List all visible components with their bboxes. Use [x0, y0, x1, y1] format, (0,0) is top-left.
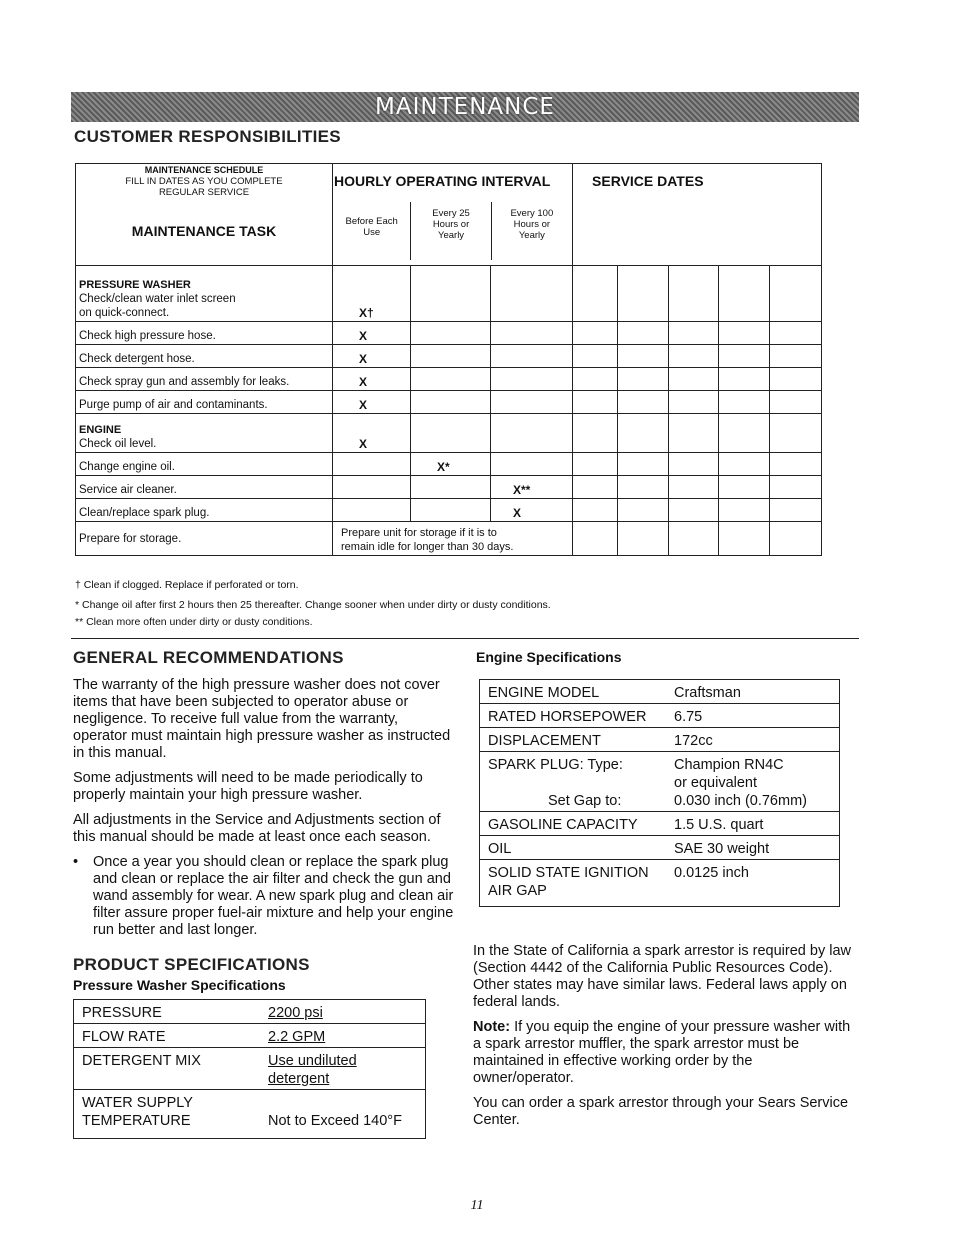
banner-title: MAINTENANCE — [375, 94, 555, 120]
table-row — [76, 522, 822, 556]
order-arrestor-paragraph: You can order a spark arrestor through your Sears Service Center. — [473, 1095, 849, 1128]
table-row — [76, 368, 822, 391]
mark-change-oil: X* — [411, 453, 491, 476]
engine-specs-table — [479, 679, 840, 907]
spec-row-water-temperature: WATER SUPPLY TEMPERATURE Not to Exceed 140°F — [82, 1095, 402, 1129]
schedule-caption-cell — [76, 164, 333, 266]
schedule-caption-title: MAINTENANCE SCHEDULE — [144, 165, 264, 175]
mark-inlet-before-use: X† — [333, 266, 411, 322]
table-row — [76, 499, 822, 522]
footnote-asterisk: * Change oil after first 2 hours then 25 thereafter. Change sooner when under dirty or dusty conditions. — [75, 599, 551, 611]
mark-air-cleaner: X** — [491, 476, 573, 499]
spec-row-pressure: PRESSURE 2200 psi — [74, 1000, 425, 1024]
engine-row-spark-plug: SPARK PLUG: Type: Set Gap to: Champion RN4C or equivalent 0.030 inch (0.76mm) — [480, 752, 839, 812]
bullet-dot-icon: • — [73, 854, 79, 870]
section-divider — [71, 638, 859, 639]
general-recommendations-body — [73, 677, 455, 939]
general-paragraph-3: All adjustments in the Service and Adjustments section of this manual should be made at least once each season. — [73, 812, 441, 845]
task-detergent-hose: Check detergent hose. — [76, 345, 333, 368]
engine-row-horsepower: RATED HORSEPOWER 6.75 — [480, 704, 839, 728]
pressure-washer-specs-table — [73, 999, 426, 1139]
california-section — [473, 943, 853, 1137]
footnote-double-asterisk: ** Clean more often under dirty or dusty conditions. — [75, 616, 313, 628]
task-purge-pump: Purge pump of air and contaminants. — [76, 391, 333, 414]
table-row — [76, 476, 822, 499]
spec-row-flow-rate: FLOW RATE 2.2 GPM — [74, 1024, 425, 1048]
schedule-caption-line1: FILL IN DATES AS YOU COMPLETE — [125, 176, 283, 187]
spec-row-detergent-mix: DETERGENT MIX Use undiluted detergent — [74, 1048, 425, 1090]
hourly-interval-header: HOURLY OPERATING INTERVAL — [334, 173, 551, 189]
col-every-100-hours: Every 100 Hours or Yearly — [510, 208, 554, 241]
table-row — [76, 414, 822, 453]
schedule-caption-line2: REGULAR SERVICE — [158, 187, 250, 198]
mark-spray-gun: X — [333, 368, 411, 391]
maintenance-banner — [71, 92, 859, 122]
task-high-pressure-hose: Check high pressure hose. — [76, 322, 333, 345]
task-spray-gun: Check spray gun and assembly for leaks. — [76, 368, 333, 391]
engine-row-oil: OIL SAE 30 weight — [480, 836, 839, 860]
task-air-cleaner: Service air cleaner. — [76, 476, 333, 499]
engine-specs-subheading: Engine Specifications — [476, 649, 622, 665]
engine-row-ignition-air-gap: SOLID STATE IGNITION AIR GAP 0.0125 inch — [488, 865, 749, 899]
engine-row-displacement: DISPLACEMENT 172cc — [480, 728, 839, 752]
mark-det-hose: X — [333, 345, 411, 368]
table-row — [76, 391, 822, 414]
maintenance-task-header: MAINTENANCE TASK — [131, 223, 277, 239]
col-before-each-use: Before Each Use — [333, 202, 411, 260]
table-row — [76, 345, 822, 368]
interval-header-cell — [333, 164, 573, 266]
engine-row-model: ENGINE MODEL Craftsman — [480, 680, 839, 704]
product-specifications-heading: PRODUCT SPECIFICATIONS — [73, 955, 310, 974]
spark-arrestor-note: Note: If you equip the engine of your pressure washer with a spark arrestor muffler, the spark arrestor must be maintained in effective working order by the owner/operator. — [473, 1019, 851, 1086]
mark-hp-hose: X — [333, 322, 411, 345]
pressure-washer-specs-subheading: Pressure Washer Specifications — [73, 977, 286, 993]
task-oil-level: ENGINE Check oil level. — [76, 414, 333, 453]
table-row — [76, 453, 822, 476]
california-paragraph: In the State of California a spark arrestor is required by law (Section 4442 of the California Public Resources Code). Other states may have similar laws. Federal laws apply on federal lands. — [473, 943, 851, 1010]
mark-purge-pump: X — [333, 391, 411, 414]
mark-oil-level: X — [333, 414, 411, 453]
general-bullet-item: • Once a year you should clean or replace the spark plug and clean or replace the air filter and check the gun and wand assembly for wear. A new spark plug and clean air filter assure proper fuel-air mixture and help your engine run better and last longer. — [73, 854, 454, 938]
table-row — [76, 322, 822, 345]
task-spark-plug: Clean/replace spark plug. — [76, 499, 333, 522]
general-paragraph-1: The warranty of the high pressure washer does not cover items that have been subjected to operator abuse or negligence. To receive full value from the warranty, operator must maintain high pressure washer as instructed in this manual. — [73, 677, 451, 761]
page-number: 11 — [470, 1198, 484, 1213]
service-dates-header: SERVICE DATES — [592, 173, 704, 189]
col-every-25-hours: Every 25 Hours or Yearly — [411, 202, 491, 260]
table-row — [76, 266, 822, 322]
general-paragraph-2: Some adjustments will need to be made periodically to properly maintain your high pressure washer. — [73, 770, 423, 803]
mark-spark-plug: X — [491, 499, 573, 522]
engine-row-gasoline-capacity: GASOLINE CAPACITY 1.5 U.S. quart — [480, 812, 839, 836]
task-inlet-screen: PRESSURE WASHER Check/clean water inlet screen on quick-connect. — [76, 266, 333, 322]
customer-responsibilities-heading: CUSTOMER RESPONSIBILITIES — [74, 127, 341, 146]
footnote-dagger: † Clean if clogged. Replace if perforated or torn. — [75, 579, 299, 591]
task-change-oil: Change engine oil. — [76, 453, 333, 476]
maintenance-schedule-table — [75, 163, 822, 556]
service-dates-header-cell — [573, 164, 822, 266]
storage-note: Prepare unit for storage if it is to remain idle for longer than 30 days. — [333, 522, 573, 556]
task-storage: Prepare for storage. — [76, 522, 333, 556]
general-recommendations-heading: GENERAL RECOMMENDATIONS — [73, 648, 344, 667]
